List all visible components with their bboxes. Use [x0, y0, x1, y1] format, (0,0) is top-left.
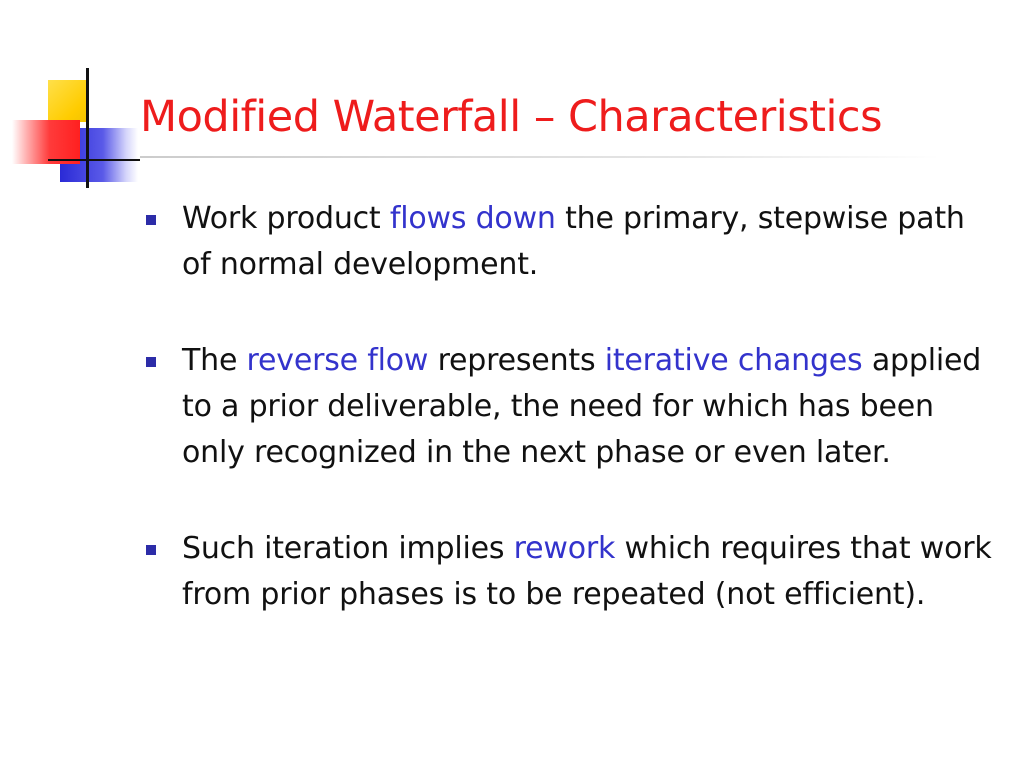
- highlight-text: reverse flow: [246, 343, 429, 378]
- bullet-item: [146, 196, 996, 288]
- bullet-item: [146, 338, 996, 476]
- bullet-square-icon: [146, 215, 156, 225]
- bullet-text: applied to a prior deliverable, the need for which has been only recognized in the next phase or even later.: [182, 343, 982, 470]
- bullet-list: [146, 196, 996, 618]
- logo-yellow-square: [48, 80, 88, 122]
- logo-red-square: [12, 120, 80, 164]
- bullet-text: The: [182, 343, 247, 378]
- bullet-square-icon: [146, 545, 156, 555]
- bullet-square-icon: [146, 357, 156, 367]
- template-logo-icon: [0, 0, 150, 200]
- bullet-item: [146, 526, 996, 618]
- bullet-text: the primary, stepwise path of normal development.: [182, 201, 965, 282]
- bullet-text: represents: [428, 343, 605, 378]
- highlight-text: iterative changes: [604, 343, 863, 378]
- bullet-text: Such iteration implies: [182, 531, 514, 566]
- logo-horizontal-line: [48, 159, 140, 161]
- bullet-text: which requires that work from prior phases is to be repeated (not efficient).: [182, 531, 992, 612]
- slide-title: Modified Waterfall – Characteristics: [140, 92, 882, 142]
- highlight-text: flows down: [389, 201, 556, 236]
- logo-vertical-line: [86, 68, 89, 188]
- highlight-text: rework: [513, 531, 616, 566]
- bullet-text: Work product: [182, 201, 390, 236]
- title-divider: [140, 156, 940, 158]
